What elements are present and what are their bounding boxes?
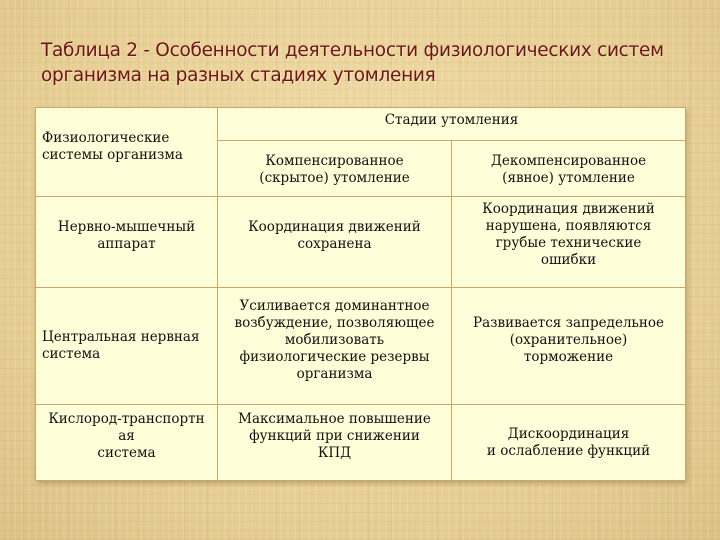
header-stage-compensated: Компенсированное (скрытое) утомление <box>218 141 452 197</box>
header-row-1 <box>36 108 686 141</box>
system-cell: Центральная нервная система <box>36 288 218 405</box>
table-row <box>36 288 686 405</box>
compensated-cell: Усиливается доминантное возбуждение, позволяющее мобилизовать физиологические резервы организма <box>218 288 452 405</box>
slide-title: Таблица 2 - Особенности деятельности физиологических систем организма на разных стадиях утомления <box>41 40 664 86</box>
compensated-cell: Координация движений сохранена <box>218 197 452 288</box>
system-cell: Кислород-транспортн ая система <box>36 405 218 481</box>
system-cell: Нервно-мышечный аппарат <box>36 197 218 288</box>
compensated-cell: Максимальное повышение функций при снижении КПД <box>218 405 452 481</box>
header-systems-cell: Физиологические системы организма <box>36 108 218 197</box>
table-row <box>36 405 686 481</box>
decompensated-cell: Дискоординация и ослабление функций <box>452 405 686 481</box>
header-stages-cell: Стадии утомления <box>218 108 686 141</box>
fatigue-table-container <box>35 107 685 480</box>
table-row <box>36 197 686 288</box>
fatigue-stages-table <box>35 107 686 481</box>
decompensated-cell: Координация движений нарушена, появляются грубые технические ошибки <box>452 197 686 288</box>
header-stage-decompensated: Декомпенсированное (явное) утомление <box>452 141 686 197</box>
decompensated-cell: Развивается запредельное (охранительное) торможение <box>452 288 686 405</box>
